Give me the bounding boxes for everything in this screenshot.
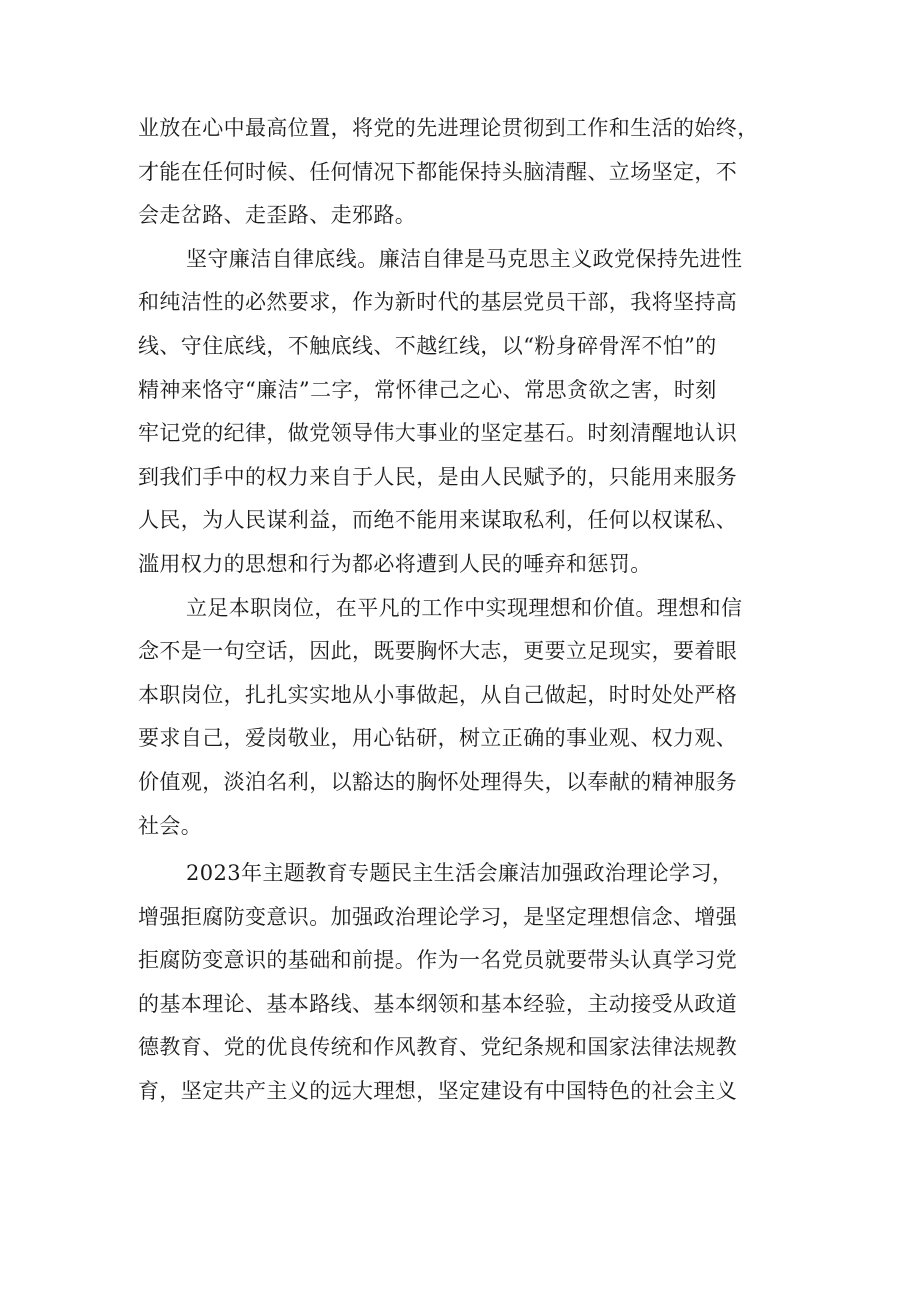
paragraph-first-line: 立足本职岗位，在平凡的工作中实现理想和价值。理想和信 xyxy=(186,595,743,620)
text-line: 要求自己，爱岗敬业，用心钻研，树立正确的事业观、权力观、 xyxy=(138,726,738,751)
text-line: 业放在心中最高位置，将党的先进理论贯彻到工作和生活的始终， xyxy=(138,116,759,140)
text-line: 和纯洁性的必然要求，作为新时代的基层党员干部，我将坚持高 xyxy=(138,290,738,315)
text-line: 育，坚定共产主义的远大理想，坚定建设有中国特色的社会主义 xyxy=(138,1079,738,1104)
paragraph-first-line: 2023年主题教育专题民主生活会廉洁加强政治理论学习， xyxy=(186,861,734,886)
text-line: 到我们手中的权力来自于人民，是由人民赋予的，只能用来服务 xyxy=(138,464,738,489)
text-line: 增强拒腐防变意识。加强政治理论学习，是坚定理想信念、增强 xyxy=(138,904,738,929)
text-line: 价值观，淡泊名利，以豁达的胸怀处理得失，以奉献的精神服务 xyxy=(138,769,738,794)
text-line: 拒腐防变意识的基础和前提。作为一名党员就要带头认真学习党 xyxy=(138,948,738,973)
text-line: 滥用权力的思想和行为都必将遭到人民的唾弃和惩罚。 xyxy=(138,551,652,576)
text-line: 牢记党的纪律，做党领导伟大事业的坚定基石。时刻清醒地认识 xyxy=(138,421,738,446)
text-line: 社会。 xyxy=(138,813,203,838)
body-text xyxy=(138,107,818,1114)
text-line: 精神来恪守“廉洁”二字，常怀律己之心、常思贪欲之害，时刻 xyxy=(138,377,717,402)
text-line: 人民，为人民谋利益，而绝不能用来谋取私利，任何以权谋私、 xyxy=(138,508,738,533)
text-line: 才能在任何时候、任何情况下都能保持头脑清醒、立场坚定，不 xyxy=(138,159,738,184)
text-line: 线、守住底线，不触底线、不越红线，以“粉身碎骨浑不怕”的 xyxy=(138,333,717,358)
text-line: 念不是一句空话，因此，既要胸怀大志，更要立足现实，要着眼 xyxy=(138,639,738,664)
text-line: 本职岗位，扎扎实实地从小事做起，从自己做起，时时处处严格 xyxy=(138,682,738,707)
text-line: 的基本理论、基本路线、基本纲领和基本经验，主动接受从政道 xyxy=(138,991,738,1016)
text-line: 会走岔路、走歪路、走邪路。 xyxy=(138,203,417,228)
paragraph-first-line: 坚守廉洁自律底线。廉洁自律是马克思主义政党保持先进性 xyxy=(186,246,743,271)
text-line: 德教育、党的优良传统和作风教育、党纪条规和国家法律法规教 xyxy=(138,1035,738,1060)
